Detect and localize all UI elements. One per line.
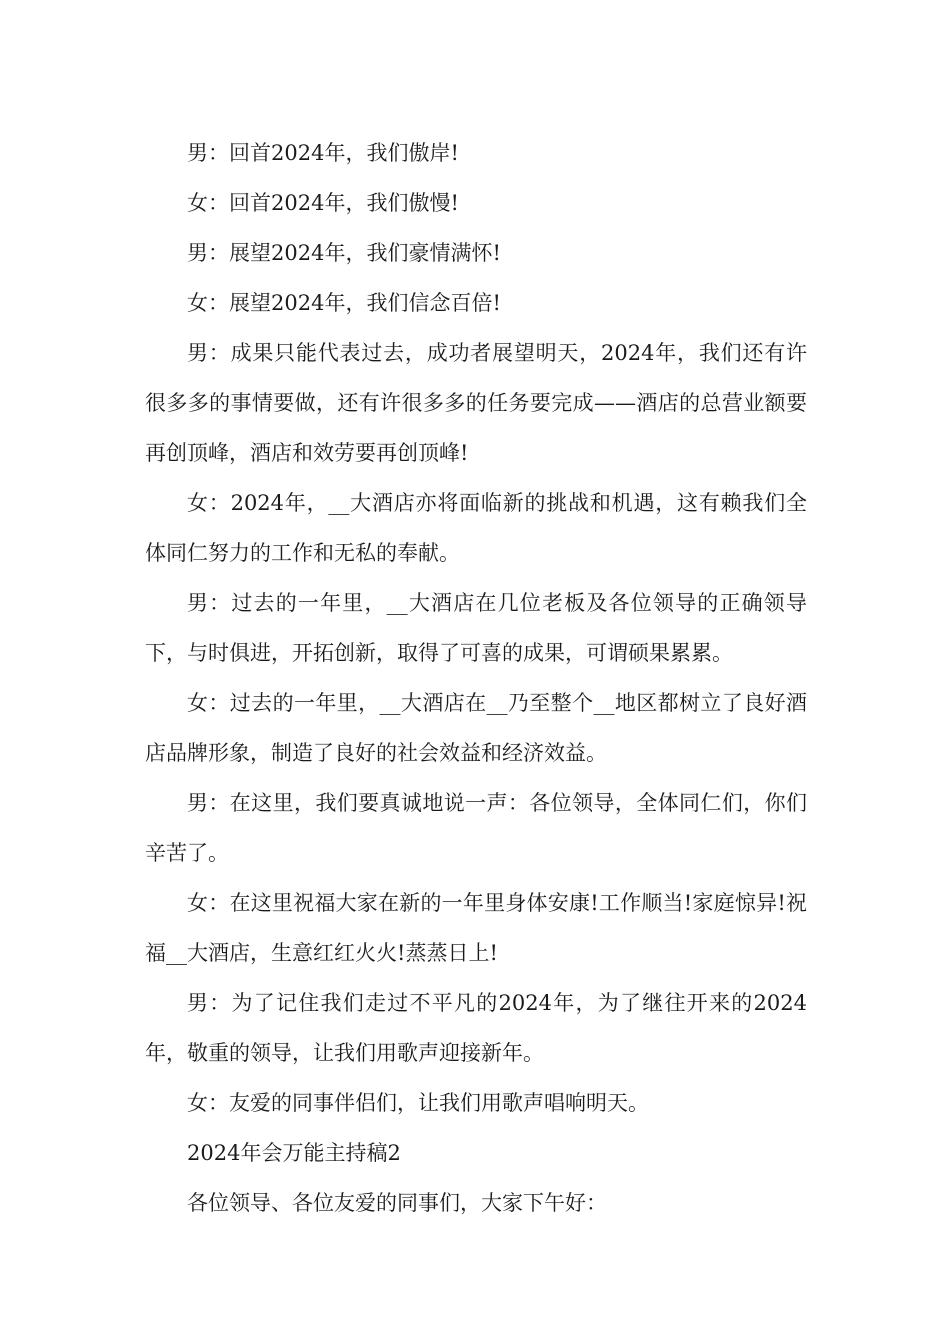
paragraph: 男：在这里，我们要真诚地说一声：各位领导，全体同仁们，你们辛苦了。 [145, 791, 807, 865]
paragraph: 各位领导、各位友爱的同事们，大家下午好： [187, 1191, 607, 1215]
paragraph: 男：为了记住我们走过不平凡的2024年，为了继往开来的2024年，敬重的领导，让我们用歌声迎接新年。 [145, 991, 807, 1065]
paragraph: 男：过去的一年里，__大酒店在几位老板及各位领导的正确领导下，与时俱进，开拓创新，取得了可喜的成果，可谓硕果累累。 [145, 591, 807, 665]
paragraph: 男：回首2024年，我们傲岸! [187, 141, 459, 165]
section-heading: 2024年会万能主持稿2 [187, 1141, 401, 1165]
paragraph: 女：2024年，__大酒店亦将面临新的挑战和机遇，这有赖我们全体同仁努力的工作和无私的奉献。 [145, 491, 807, 565]
paragraph: 女：在这里祝福大家在新的一年里身体安康!工作顺当!家庭惊异!祝福__大酒店，生意红红火火!蒸蒸日上! [145, 891, 807, 965]
paragraph: 女：展望2024年，我们信念百倍! [187, 291, 501, 315]
paragraph: 女：友爱的同事伴侣们，让我们用歌声唱响明天。 [187, 1091, 649, 1115]
paragraph: 女：回首2024年，我们傲慢! [187, 191, 459, 215]
paragraph: 女：过去的一年里，__大酒店在__乃至整个__地区都树立了良好酒店品牌形象，制造了良好的社会效益和经济效益。 [145, 691, 807, 765]
paragraph: 男：成果只能代表过去，成功者展望明天，2024年，我们还有许很多多的事情要做，还有许很多多的任务要完成——酒店的总营业额要再创顶峰，酒店和效劳要再创顶峰! [145, 341, 807, 465]
paragraph: 男：展望2024年，我们豪情满怀! [187, 241, 501, 265]
document-body [145, 128, 807, 1228]
